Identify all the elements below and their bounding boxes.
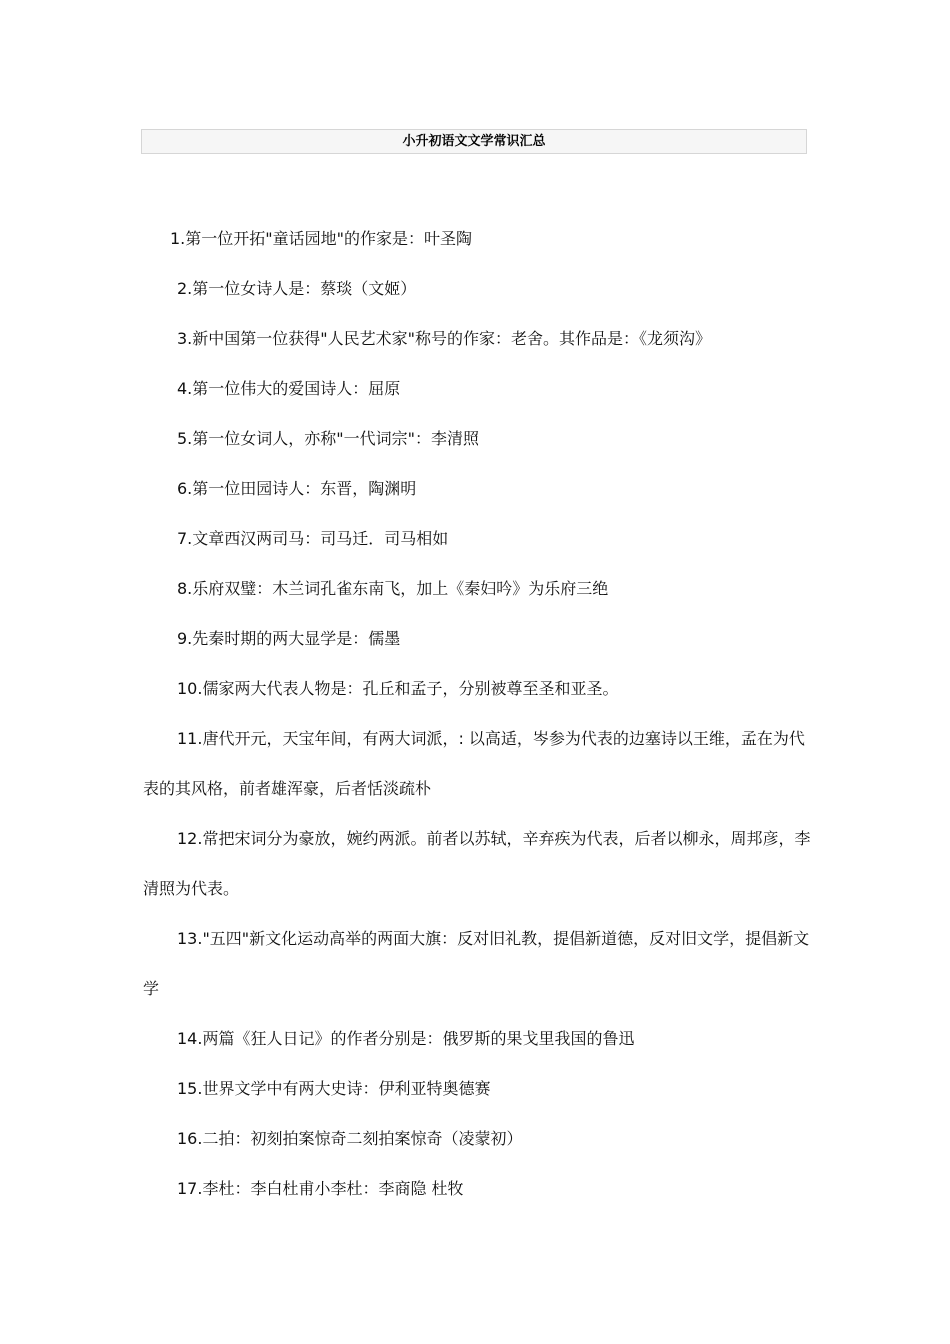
list-item: 8.乐府双璧：木兰词孔雀东南飞，加上《秦妇吟》为乐府三绝 — [177, 579, 609, 598]
document-body — [143, 214, 815, 1214]
list-item: 4.第一位伟大的爱国诗人：屈原 — [177, 379, 401, 398]
list-item: 7.文章西汉两司马：司马迁．司马相如 — [177, 529, 449, 548]
list-item: 16.二拍：初刻拍案惊奇二刻拍案惊奇（凌蒙初） — [177, 1129, 523, 1148]
list-item: 10.儒家两大代表人物是：孔丘和孟子，分别被尊至圣和亚圣。 — [177, 679, 619, 698]
list-item: 13."五四"新文化运动高举的两面大旗：反对旧礼教，提倡新道德，反对旧文学，提倡新文学 — [143, 929, 810, 998]
list-item: 15.世界文学中有两大史诗：伊利亚特奥德赛 — [177, 1079, 491, 1098]
list-item: 2.第一位女诗人是：蔡琰（文姬） — [177, 279, 417, 298]
list-item: 12.常把宋词分为豪放，婉约两派。前者以苏轼，辛弃疾为代表，后者以柳永，周邦彦，李清照为代表。 — [143, 829, 811, 898]
list-item: 6.第一位田园诗人：东晋，陶渊明 — [177, 479, 417, 498]
title-bar — [141, 129, 807, 154]
list-item: 5.第一位女词人，亦称"一代词宗"：李清照 — [177, 429, 479, 448]
list-item: 1.第一位开拓"童话园地"的作家是：叶圣陶 — [170, 229, 472, 248]
document-title: 小升初语文文学常识汇总 — [402, 134, 546, 149]
list-item: 17.李杜：李白杜甫小李杜：李商隐 杜牧 — [177, 1179, 464, 1198]
list-item: 3.新中国第一位获得"人民艺术家"称号的作家：老舍。其作品是：《龙须沟》 — [177, 329, 711, 348]
list-item: 11.唐代开元，天宝年间，有两大词派，: 以高适，岑参为代表的边塞诗以王维，孟在为代表的其风格，前者雄浑豪，后者恬淡疏朴 — [143, 729, 805, 798]
list-item: 14.两篇《狂人日记》的作者分别是：俄罗斯的果戈里我国的鲁迅 — [177, 1029, 635, 1048]
list-item: 9.先秦时期的两大显学是：儒墨 — [177, 629, 401, 648]
